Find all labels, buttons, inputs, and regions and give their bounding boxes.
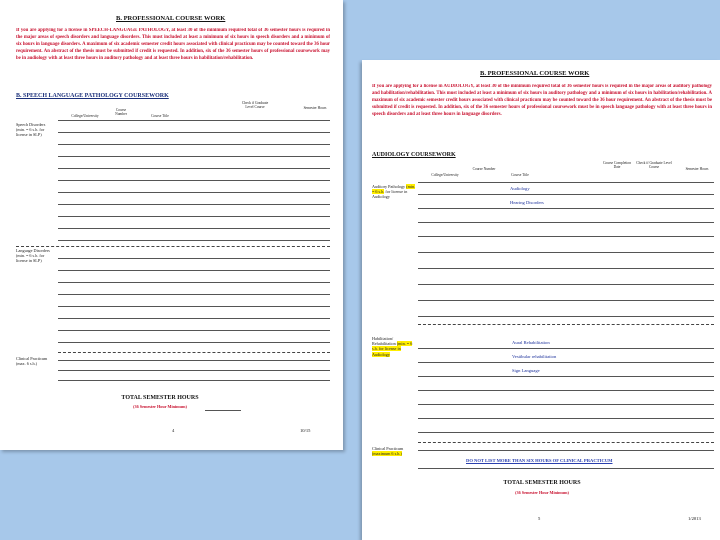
field-line[interactable]: [58, 360, 330, 361]
minimum-hours-note: (36 Semester Hour Minimum): [515, 490, 569, 495]
field-line[interactable]: [58, 294, 330, 295]
practicum-limit-warning: DO NOT LIST MORE THAN SIX HOURS OF CLINICAL PRACTICUM: [466, 458, 613, 463]
field-line[interactable]: [58, 144, 330, 145]
form-page-5: [362, 60, 720, 540]
section-title: B. PROFESSIONAL COURSE WORK: [480, 70, 590, 77]
field-line[interactable]: [58, 370, 330, 371]
field-line[interactable]: [58, 270, 330, 271]
col-hours: Semester Hours: [303, 106, 327, 110]
field-line[interactable]: [58, 180, 330, 181]
field-line[interactable]: [58, 330, 330, 331]
field-line[interactable]: [418, 468, 714, 469]
audiology-requirements-paragraph: If you are applying for a license in AUDIOLOGY, at least 30 of the minimum required total of 36 semester hours is required in the major areas of auditory pathology and habilitation/rehabilitation. This must included at least a minimum of six hours in auditory pathology and a minimum of six hours in habilitation/rehabilitation. A maximum of six academic semester credit hours associated with clinical practicum may be counted toward the 36 hour requirement. An abstract of the thesis must be submitted if credit is requested. In addition, six of the 36 semester hours of professional coursework must be in speech language pathology with at least three hours in speech disorders and at least three hours in language disorders.: [372, 84, 712, 117]
field-line[interactable]: [418, 284, 714, 285]
total-semester-hours-label: TOTAL SEMESTER HOURS: [121, 395, 199, 401]
course-sign-language: Sign Language: [512, 368, 540, 373]
revision-date: 1/2013: [688, 516, 701, 521]
col-course-number: Course Number: [115, 108, 127, 117]
field-line[interactable]: [58, 204, 330, 205]
language-disorders-label: Language Disorders (min. = 6 s.h. for license in SLP): [16, 248, 50, 264]
section-divider: [16, 246, 330, 247]
field-line[interactable]: [418, 182, 714, 183]
field-line[interactable]: [58, 216, 330, 217]
col-course-title: Course Title: [151, 114, 169, 118]
field-line[interactable]: [58, 120, 330, 121]
field-line[interactable]: [418, 316, 714, 317]
auditory-pathology-label: Auditory Pathology (min. = 6 s.h. for license in Audiology: [372, 184, 416, 200]
field-line[interactable]: [58, 282, 330, 283]
field-line[interactable]: [418, 252, 714, 253]
col-completion-date: Course Completion Date: [602, 161, 632, 170]
field-line[interactable]: [418, 208, 714, 209]
field-line[interactable]: [58, 168, 330, 169]
field-line[interactable]: [418, 194, 714, 195]
course-aural-rehabilitation: Aural Rehabilitation: [512, 340, 550, 345]
field-line[interactable]: [58, 318, 330, 319]
col-course-number: Course Number: [472, 167, 496, 171]
field-line[interactable]: [58, 306, 330, 307]
slp-requirements-paragraph: If you are applying for a license in SPEECH-LANGUAGE PATHOLOGY, at least 30 of the minimum required total of 36 semester hours is required in the major areas of speech disorders and language disorders. This must included at least a minimum of six hours in speech disorders and a minimum of six hours in language disorders. A maximum of six academic semester credit hours associated with clinical practicum may be counted toward the 36 hour requirement. An abstract of the thesis must be submitted if credit is requested. In addition, six of the 36 semester hours of professional coursework may be in audiology with at least three hours in auditory pathology and at least three hours in habilitation/rehabilitation.: [16, 28, 330, 61]
total-semester-hours-label: TOTAL SEMESTER HOURS: [503, 480, 581, 486]
field-line[interactable]: [418, 450, 714, 451]
col-graduate: Check if Graduate Level Course: [636, 161, 672, 170]
section-title: B. PROFESSIONAL COURSE WORK: [116, 15, 226, 22]
field-line[interactable]: [418, 390, 714, 391]
clinical-practicum-label: Clinical Practicum (maximum 6 s.h.): [372, 446, 404, 457]
field-line[interactable]: [418, 362, 714, 363]
form-page-4: [0, 0, 343, 450]
field-line[interactable]: [58, 132, 330, 133]
col-college: College/University: [431, 173, 459, 177]
col-college: College/University: [71, 114, 99, 118]
field-line[interactable]: [418, 236, 714, 237]
field-line[interactable]: [58, 156, 330, 157]
course-vestibular-rehabilitation: Vestibular rehabilitation: [512, 354, 557, 359]
course-hearing-disorders: Hearing Disorders: [510, 200, 544, 205]
field-line[interactable]: [418, 404, 714, 405]
course-audiology: Audiology: [510, 186, 530, 191]
field-line[interactable]: [418, 300, 714, 301]
page-number: 4: [172, 428, 175, 433]
field-line[interactable]: [418, 432, 714, 433]
field-line[interactable]: [58, 380, 330, 381]
col-graduate: Check if Graduate Level Course: [241, 101, 269, 110]
slp-coursework-heading: B. SPEECH LANGUAGE PATHOLOGY COURSEWORK: [16, 93, 169, 99]
field-line[interactable]: [58, 192, 330, 193]
field-line[interactable]: [418, 222, 714, 223]
field-line[interactable]: [58, 258, 330, 259]
page-number: 5: [538, 516, 541, 521]
field-line[interactable]: [58, 342, 330, 343]
section-divider: [418, 442, 714, 443]
field-line[interactable]: [418, 376, 714, 377]
section-divider: [418, 324, 714, 325]
total-hours-field[interactable]: [205, 410, 241, 411]
field-line[interactable]: [418, 418, 714, 419]
speech-disorders-label: Speech Disorders (min. = 6 s.h. for license in SLP): [16, 122, 46, 138]
field-line[interactable]: [418, 268, 714, 269]
minimum-hours-note: (36 Semester Hour Minimum): [133, 404, 187, 409]
field-line[interactable]: [58, 240, 330, 241]
col-hours: Semester Hours: [685, 167, 709, 171]
clinical-practicum-label: Clinical Practicum (max. 6 s.h.): [16, 356, 48, 367]
field-line[interactable]: [58, 228, 330, 229]
col-course-title: Course Title: [511, 173, 529, 177]
revision-date: 10/15: [300, 428, 311, 433]
audiology-coursework-heading: AUDIOLOGY COURSEWORK: [372, 152, 456, 158]
habilitation-label: Habilitation/ Rehabilitation (min. = 6 s.h. for license in Audiology: [372, 336, 413, 357]
field-line[interactable]: [418, 348, 714, 349]
section-divider: [58, 352, 330, 353]
